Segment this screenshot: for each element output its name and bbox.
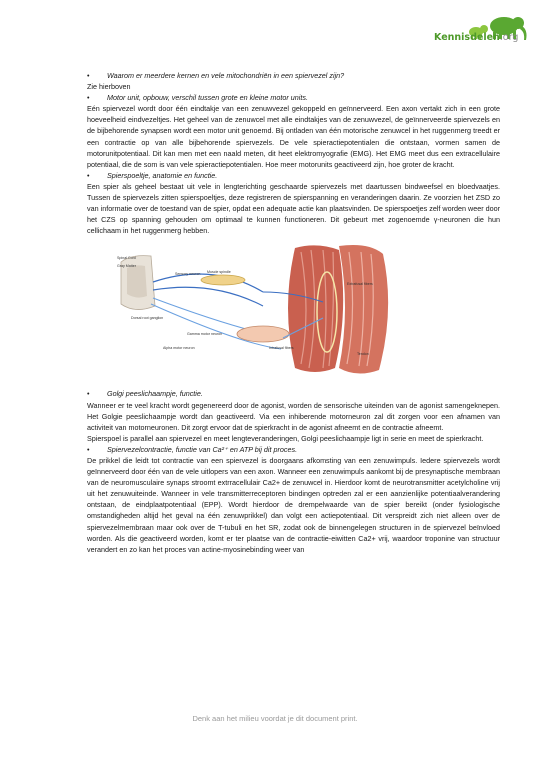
bullet-heading-text: Waarom er meerdere kernen en vele mitochondriën in een spiervezel zijn? [107,71,345,80]
muscle-spindle-illustration [113,242,413,382]
body-paragraph: Spierspoel is parallel aan spiervezel en meet lengteveranderingen, Golgi peeslichaampje ligt in serie en meet de spierkracht. [87,433,484,443]
figure-label: Intrafusal fibers [269,346,294,351]
body-paragraph: Wanneer er te veel kracht wordt gegenereerd door de agonist, worden de sensorische uiteinden van de agonist samengeknepen. Het Golgie peeslichaampje wordt dan geactiveerd. Via een inhiberende motorneuron zal dit zorgen voor een afnamen van activiteit van motorneuronen. Dit zorgt ervoor dat de spierkracht in de agonist afneemt en de contractie afneemt. [87,400,500,432]
body-paragraph: Een spier als geheel bestaat uit vele in lengterichting geschaarde spiervezels met daartussen bindweefsel en bloedvaatjes. Tussen de spiervezels zitten spierspoeltjes, deze registreren de spierspanning en veranderingen daarin. Ze voorzien het ZSD zo van informatie over de toestand van de spier, opdat een adequate actie kan plaatsvinden. De spierspoetjes zelf worden weer door het CZS op spanning gehouden om optimaal te kunnen functioneren. Dit gebeurt met zogenoemde γ-neuronen die hun cellichaam in het ruggenmerg hebben. [87,181,500,236]
figure-label: Muscle spindle [207,270,231,275]
figure-label: Alpha motor neuron [163,346,195,351]
logo-text [434,32,518,43]
document-body [87,70,500,555]
page-footer: Denk aan het milieu voordat je dit document print. [192,714,358,723]
body-paragraph: De prikkel die leidt tot contractie van een spiervezel is doorgaans afkomsting van een zenuwimpuls. Iedere spiervezels wordt geïnnerveerd door één van de vele uitlopers van een axon. Wanneer een zenuwimpuls aankomt bij de presynaptische membraan van de neuromusculaire synaps stroomt extrracellulair Ca2+ de zenuwcel in. Hierdoor komt de neurotransmitter acetylcholine vrij uit het zenuwuiteinde. Wanneer in vele transmitterreceptoren bindingen optreden zal er een aanzienlijke potentiaalverandering ontstaan, de eindplaatpotentiaal (EPP). Wordt hierdoor de drempelwaarde van de spier bereikt (onder fysiologische omstandigheden altijd het geval na één zenuwprikkel) dan volgt een actiepotentiaal. Dit verspreidt zich niet alleen over de spiervezelmembraan maar ook over de T-tubuli en het SR, zodat ook de binnengelegen structuren in de spiervezel beïnvloed worden. Als die geactiveerd worden, komt er ter plaatse van de contractie-eiwitten Ca2+ vrij, waardoor troponine van structuur verandert en zo kan het proces van actine-myosinebinding weer van [87,455,500,554]
body-paragraph: Eén spiervezel wordt door één eindtakje van een zenuwvezel gekoppeld en geïnnerveerd. Een axon vertakt zich in een grote hoeveelheid eindvezeltjes. Het geheel van de zenuwcel met alle eindtakjes van de zenuwvezel, de geïnnerveerde spiervezels en de bijbehorende synapsen wordt een motor unit genoemd. Bij ontladen van één motorische zenuwcel in het ruggenmerg treedt er een contractie op van alle bijbehorende spiervezels. De vele spieractiepotentialen die ontstaan, vormen samen de motorunitpotentiaal. Dit kan men met een naald meten, dit heet elektromyografie (EMG). Het EMG meet dus een extracellulaire potentiaal, die de som is van vele spieractiepotentialen. Hoe meer motorunits geactiveerd zijn, hoe groter de kracht. [87,104,500,169]
bullet-heading [87,444,500,455]
figure-label: Sensory neuron [175,272,201,277]
figure-label: Gray Matter [117,264,136,269]
bullet-heading [87,388,500,399]
bullet-heading [87,92,500,103]
bullet-heading-text: Motor unit, opbouw, verschil tussen grote en kleine motor units. [107,93,308,103]
figure-label: Spinal Cord [117,256,136,261]
logo-tld: .org [499,32,519,43]
bullet-heading-text: Spierspoeltje, anatomie en functie. [107,170,218,180]
bullet-heading-text: Golgi peeslichaampje, functie. [107,389,203,399]
body-paragraph: Zie hierboven [87,82,131,92]
figure-label: Gamma motor neuron [187,332,223,337]
bullet-heading-text: Spiervezelcontractie, functie van Ca²⁺ en ATP bij dit proces. [107,444,298,454]
logo-brand: Kennisdelen [434,32,500,43]
bullet-heading [87,170,500,181]
figure-label: Tendon [357,352,369,357]
figure-label: Extrafusal fibers [347,282,373,287]
figure-label: Dorsal root ganglion [131,316,164,321]
bullet-heading [87,70,500,81]
site-logo[interactable] [426,14,536,54]
